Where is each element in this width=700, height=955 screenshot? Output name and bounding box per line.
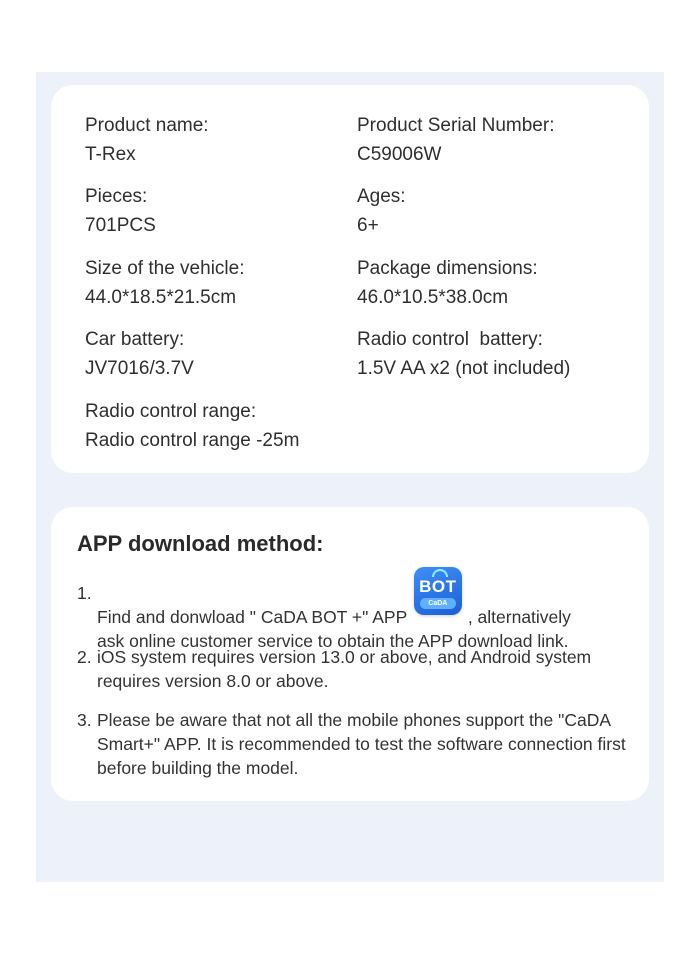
step-text: Please be aware that not all the mobile phones support the "CaDA Smart+" APP. It is recommended to test the software connection first before building the model. — [97, 710, 626, 778]
step-text: , alternatively — [467, 607, 571, 627]
product-specs-card — [51, 85, 649, 473]
icon-label: BOT — [419, 577, 457, 596]
spec-value: 1.5V AA x2 (not included) — [357, 358, 571, 379]
spec-value: 46.0*10.5*38.0cm — [357, 287, 509, 308]
spec-serial-number — [357, 111, 554, 169]
spec-label: Package dimensions: — [357, 258, 538, 279]
spec-value: 6+ — [357, 215, 379, 236]
icon-sublabel: CaDA — [420, 598, 456, 609]
app-step-1 — [77, 577, 637, 653]
spec-value: 44.0*18.5*21.5cm — [85, 287, 237, 308]
spec-label: Ages: — [357, 186, 406, 207]
spec-vehicle-size — [85, 254, 244, 312]
app-step-2 — [77, 645, 637, 693]
app-step-3 — [77, 708, 637, 780]
cada-bot-app-icon[interactable] — [414, 567, 462, 615]
spec-ages — [357, 182, 406, 240]
spec-label: Radio control range: — [85, 401, 257, 422]
step-number: 1. — [77, 583, 92, 603]
spec-value: Radio control range -25m — [85, 430, 300, 451]
spec-label: Product Serial Number: — [357, 115, 555, 136]
spec-value: T-Rex — [85, 144, 136, 165]
spec-radio-control-range — [85, 397, 299, 455]
spec-value: JV7016/3.7V — [85, 358, 194, 379]
step-text: iOS system requires version 13.0 or above, and Android system requires version 8.0 or above. — [97, 647, 592, 691]
app-download-card — [51, 507, 649, 801]
spec-label: Car battery: — [85, 329, 185, 350]
step-text: Find and donwload " CaDA BOT +" APP — [97, 607, 407, 627]
spec-label: Size of the vehicle: — [85, 258, 245, 279]
spec-package-dimensions — [357, 254, 538, 312]
spec-value: C59006W — [357, 144, 442, 165]
app-download-title: APP download method: — [77, 531, 324, 556]
spec-label: Pieces: — [85, 186, 148, 207]
spec-label: Product name: — [85, 115, 209, 136]
step-number: 2. — [77, 647, 92, 667]
spec-label: Radio control battery: — [357, 329, 543, 350]
spec-car-battery — [85, 325, 194, 383]
spec-product-name — [85, 111, 209, 169]
spec-radio-control-battery — [357, 325, 570, 383]
spec-value: 701PCS — [85, 215, 156, 236]
spec-pieces — [85, 182, 156, 240]
background-panel — [36, 72, 664, 882]
step-text: ask online customer service to obtain the APP download link. — [97, 631, 569, 651]
step-number: 3. — [77, 710, 92, 730]
